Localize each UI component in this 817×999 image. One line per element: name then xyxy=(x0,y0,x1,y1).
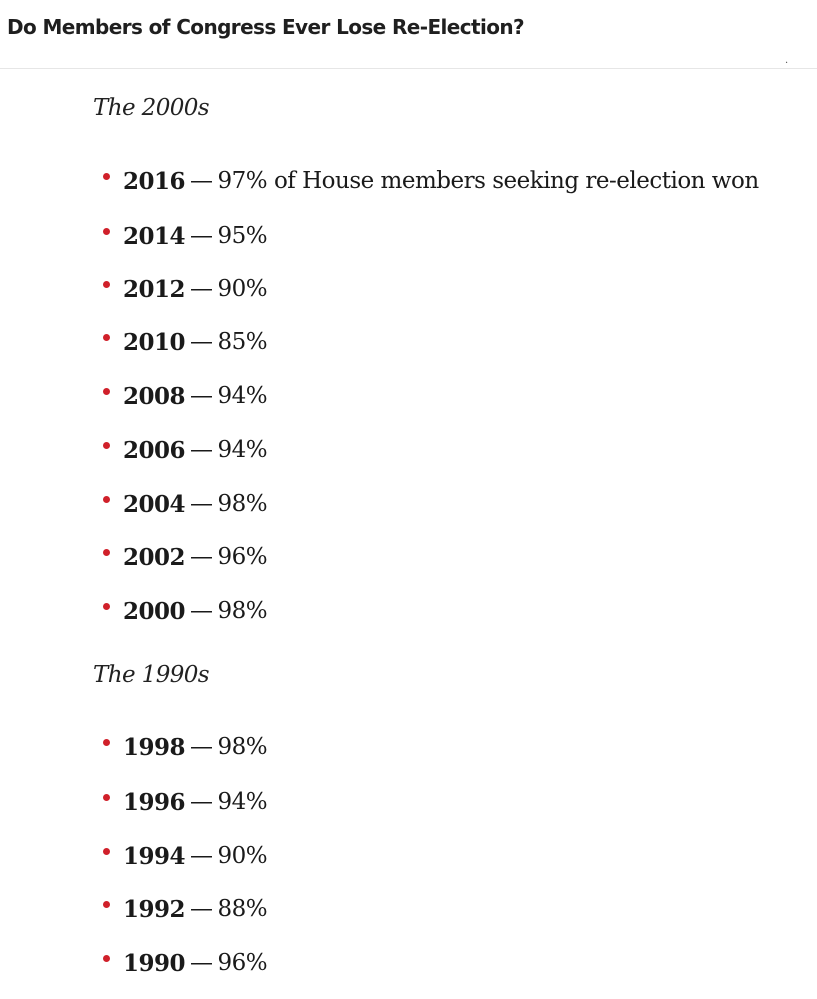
section-heading-2000s: The 2000s xyxy=(93,95,210,121)
item-year: 2008 xyxy=(123,382,186,410)
bullet-icon xyxy=(103,281,110,288)
bullet-icon xyxy=(103,228,110,235)
bullet-icon xyxy=(103,955,110,962)
list-item xyxy=(103,274,267,304)
item-value: 90% xyxy=(217,843,268,869)
item-value: 98% xyxy=(217,598,268,624)
list-item xyxy=(103,948,267,978)
item-dash: — xyxy=(190,789,213,815)
list-item xyxy=(103,221,267,251)
item-year: 1996 xyxy=(123,788,186,816)
bullet-icon xyxy=(103,442,110,449)
list-item xyxy=(103,435,267,465)
bullet-icon xyxy=(103,901,110,908)
item-dash: — xyxy=(190,950,213,976)
bullet-icon xyxy=(103,549,110,556)
bullet-icon xyxy=(103,388,110,395)
item-dash: — xyxy=(190,734,213,760)
item-year: 1992 xyxy=(123,895,186,923)
list-item xyxy=(103,489,267,519)
item-dash: — xyxy=(190,598,213,624)
section-heading-1990s: The 1990s xyxy=(93,662,210,688)
item-year: 2002 xyxy=(123,543,186,571)
list-item xyxy=(103,381,267,411)
item-dash: — xyxy=(190,437,213,463)
page-header xyxy=(0,0,817,69)
bullet-icon xyxy=(103,173,110,180)
item-dash: — xyxy=(190,843,213,869)
item-value: 90% xyxy=(217,276,268,302)
list-item xyxy=(103,166,759,196)
item-dash: — xyxy=(190,896,213,922)
item-year: 1994 xyxy=(123,842,186,870)
bullet-icon xyxy=(103,739,110,746)
item-dash: — xyxy=(190,544,213,570)
list-item xyxy=(103,841,267,871)
bullet-icon xyxy=(103,848,110,855)
item-value: 94% xyxy=(217,383,268,409)
item-dash: — xyxy=(190,276,213,302)
item-value: 98% xyxy=(217,734,268,760)
item-year: 1998 xyxy=(123,733,186,761)
list-item xyxy=(103,596,267,626)
bullet-icon xyxy=(103,496,110,503)
item-dash: — xyxy=(190,491,213,517)
list-item xyxy=(103,327,267,357)
bullet-icon xyxy=(103,603,110,610)
item-year: 2016 xyxy=(123,167,186,195)
bullet-icon xyxy=(103,794,110,801)
item-year: 1990 xyxy=(123,949,186,977)
item-year: 2010 xyxy=(123,328,186,356)
item-dash: — xyxy=(190,329,213,355)
item-year: 2014 xyxy=(123,222,186,250)
item-value: 85% xyxy=(217,329,268,355)
list-item xyxy=(103,787,267,817)
item-dash: — xyxy=(190,223,213,249)
item-dash: — xyxy=(190,383,213,409)
item-value: 88% xyxy=(217,896,268,922)
item-year: 2004 xyxy=(123,490,186,518)
item-dash: — xyxy=(190,168,213,194)
item-year: 2012 xyxy=(123,275,186,303)
item-value: 97% of House members seeking re-election won xyxy=(217,168,759,194)
item-value: 96% xyxy=(217,544,268,570)
item-value: 94% xyxy=(217,437,268,463)
item-value: 94% xyxy=(217,789,268,815)
list-item xyxy=(103,894,267,924)
item-value: 96% xyxy=(217,950,268,976)
header-edge-mark: · xyxy=(785,58,789,69)
item-value: 98% xyxy=(217,491,268,517)
page-title: Do Members of Congress Ever Lose Re-Election? xyxy=(7,15,525,39)
item-value: 95% xyxy=(217,223,268,249)
list-item xyxy=(103,732,267,762)
list-item xyxy=(103,542,267,572)
bullet-icon xyxy=(103,334,110,341)
item-year: 2006 xyxy=(123,436,186,464)
item-year: 2000 xyxy=(123,597,186,625)
